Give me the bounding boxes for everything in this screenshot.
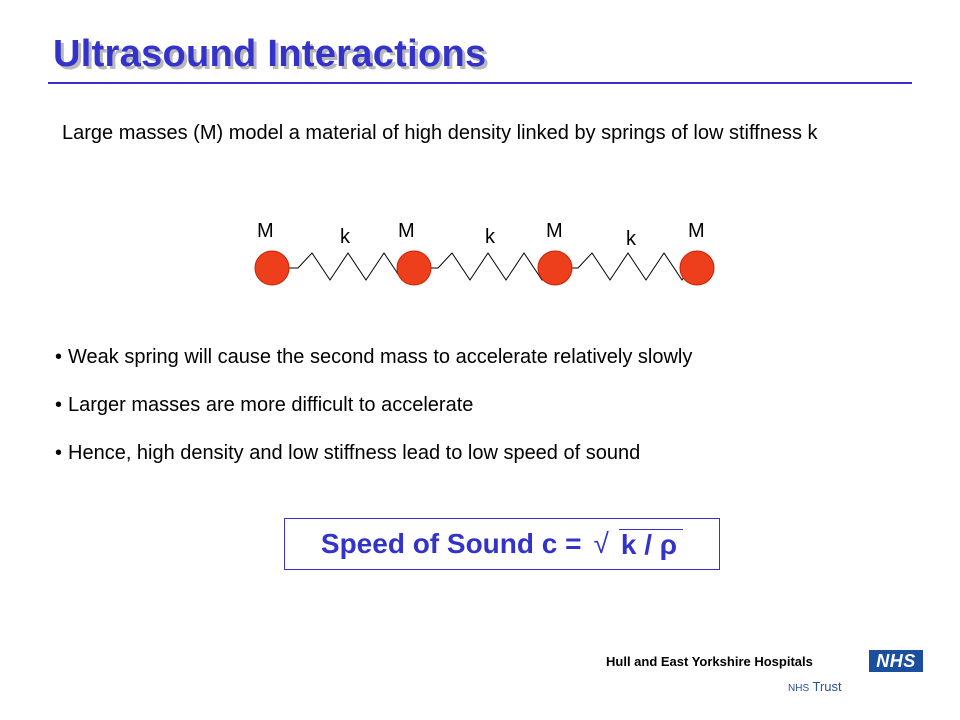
spring-label-2: k (485, 226, 495, 248)
mass-4 (680, 251, 714, 285)
trust-name: Hull and East Yorkshire Hospitals (606, 654, 813, 669)
spring-label-3: k (626, 228, 636, 250)
mass-spring-diagram (230, 210, 730, 310)
trust-subtitle (788, 679, 842, 694)
bullet-list (55, 345, 692, 489)
bullet-text: Weak spring will cause the second mass to accelerate relatively slowly (68, 346, 693, 368)
bullet-text: Larger masses are more difficult to accelerate (68, 394, 474, 416)
spring-label-1: k (340, 226, 350, 248)
mass-label-2: M (398, 220, 415, 242)
bullet-item: • Weak spring will cause the second mass to accelerate relatively slowly (55, 346, 693, 368)
formula-radicand: k / ρ (619, 529, 683, 560)
bullet-item: • Larger masses are more difficult to accelerate (55, 394, 474, 416)
mass-label-3: M (546, 220, 563, 242)
intro-text: Large masses (M) model a material of high density linked by springs of low stiffness k (62, 122, 818, 144)
slide-title: Ultrasound Interactions (53, 33, 487, 75)
mass-label-4: M (688, 220, 705, 242)
title-divider (48, 82, 912, 84)
formula-box (284, 518, 720, 570)
square-root-symbol: √ (593, 528, 609, 559)
mass-label-1: M (257, 220, 274, 242)
mass-3 (538, 251, 572, 285)
mass-1 (255, 251, 289, 285)
bullet-text: Hence, high density and low stiffness lead to low speed of sound (68, 442, 641, 464)
bullet-item: • Hence, high density and low stiffness lead to low speed of sound (55, 442, 641, 464)
spring-3 (568, 253, 698, 280)
nhs-logo: NHS (869, 650, 923, 672)
nhs-small-text: NHS (788, 683, 810, 694)
masses (255, 251, 714, 285)
mass-2 (397, 251, 431, 285)
formula-prefix: Speed of Sound c = (320, 528, 582, 559)
trust-word: Trust (812, 679, 842, 694)
